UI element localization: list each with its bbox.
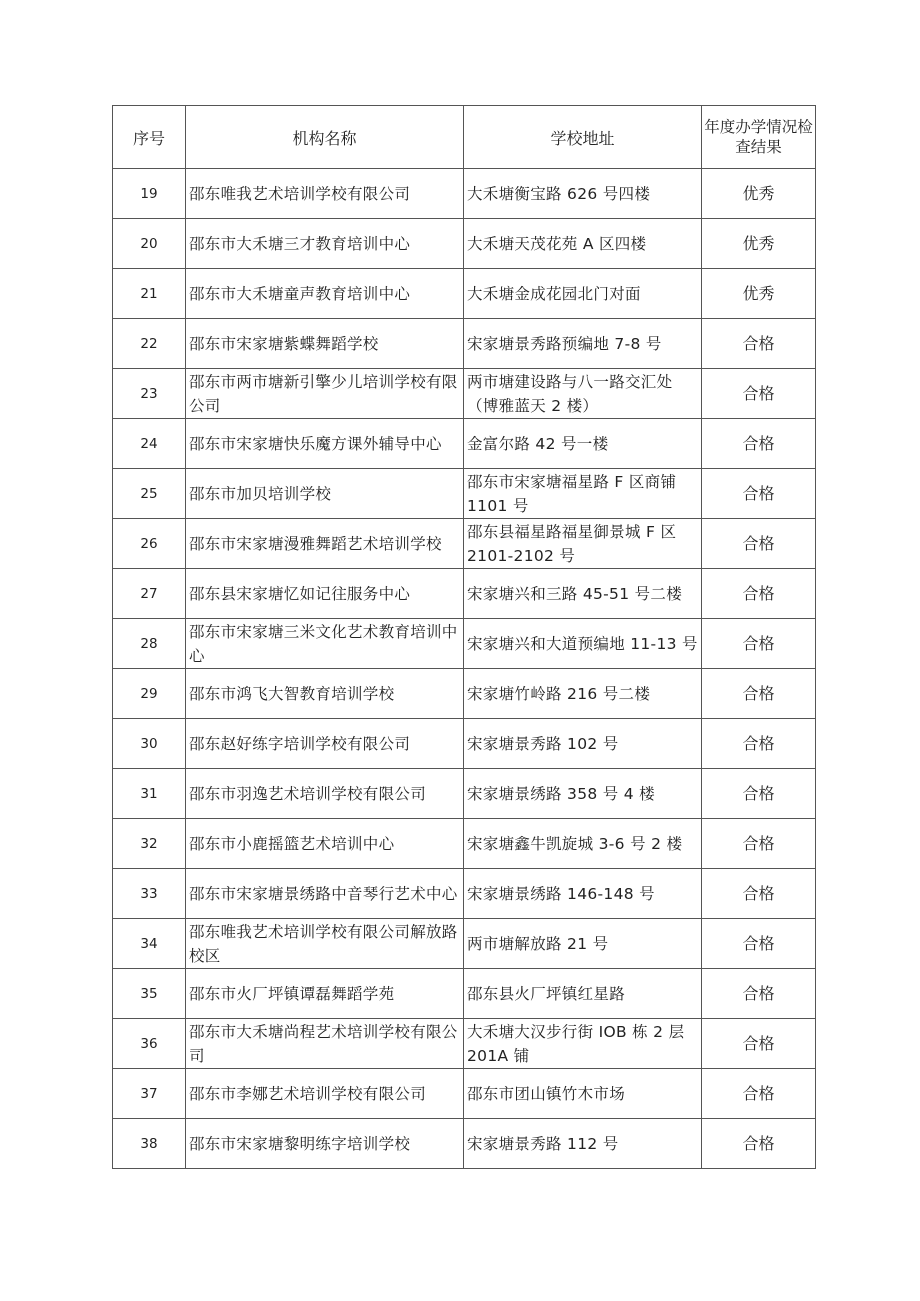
cell-result: 合格 <box>702 1069 816 1119</box>
table-row <box>113 619 816 669</box>
cell-name: 邵东县宋家塘忆如记往服务中心 <box>186 569 464 619</box>
school-inspection-table <box>112 105 816 1169</box>
cell-address: 宋家塘竹岭路 216 号二楼 <box>464 669 702 719</box>
cell-name: 邵东市火厂坪镇谭磊舞蹈学苑 <box>186 969 464 1019</box>
cell-seq: 26 <box>113 519 186 569</box>
table-row <box>113 519 816 569</box>
document-page <box>112 105 815 1169</box>
cell-address: 邵东县福星路福星御景城 F 区 2101-2102 号 <box>464 519 702 569</box>
cell-name: 邵东市两市塘新引擎少儿培训学校有限公司 <box>186 369 464 419</box>
cell-result: 合格 <box>702 669 816 719</box>
table-row <box>113 269 816 319</box>
cell-seq: 35 <box>113 969 186 1019</box>
header-address: 学校地址 <box>464 106 702 169</box>
cell-result: 合格 <box>702 419 816 469</box>
cell-seq: 22 <box>113 319 186 369</box>
cell-address: 两市塘解放路 21 号 <box>464 919 702 969</box>
table-row <box>113 969 816 1019</box>
cell-name: 邵东市羽逸艺术培训学校有限公司 <box>186 769 464 819</box>
cell-address: 邵东县火厂坪镇红星路 <box>464 969 702 1019</box>
cell-address: 宋家塘兴和三路 45-51 号二楼 <box>464 569 702 619</box>
cell-seq: 33 <box>113 869 186 919</box>
table-row <box>113 719 816 769</box>
cell-name: 邵东市小鹿摇篮艺术培训中心 <box>186 819 464 869</box>
cell-name: 邵东市宋家塘漫雅舞蹈艺术培训学校 <box>186 519 464 569</box>
cell-result: 合格 <box>702 1119 816 1169</box>
cell-seq: 20 <box>113 219 186 269</box>
cell-address: 宋家塘景绣路 146-148 号 <box>464 869 702 919</box>
cell-seq: 23 <box>113 369 186 419</box>
cell-result: 合格 <box>702 769 816 819</box>
cell-seq: 21 <box>113 269 186 319</box>
cell-address: 宋家塘景绣路 358 号 4 楼 <box>464 769 702 819</box>
cell-seq: 24 <box>113 419 186 469</box>
cell-result: 合格 <box>702 1019 816 1069</box>
cell-seq: 32 <box>113 819 186 869</box>
cell-address: 宋家塘景秀路 102 号 <box>464 719 702 769</box>
cell-seq: 34 <box>113 919 186 969</box>
cell-result: 合格 <box>702 469 816 519</box>
table-header <box>113 106 816 169</box>
table-row <box>113 769 816 819</box>
cell-name: 邵东唯我艺术培训学校有限公司 <box>186 169 464 219</box>
table-row <box>113 169 816 219</box>
cell-result: 优秀 <box>702 219 816 269</box>
cell-address: 金富尔路 42 号一楼 <box>464 419 702 469</box>
table-row <box>113 319 816 369</box>
table-row <box>113 919 816 969</box>
cell-address: 两市塘建设路与八一路交汇处（博雅蓝天 2 楼） <box>464 369 702 419</box>
cell-name: 邵东市大禾塘童声教育培训中心 <box>186 269 464 319</box>
table-row <box>113 469 816 519</box>
cell-name: 邵东市加贝培训学校 <box>186 469 464 519</box>
cell-name: 邵东市宋家塘三米文化艺术教育培训中心 <box>186 619 464 669</box>
cell-name: 邵东市大禾塘尚程艺术培训学校有限公司 <box>186 1019 464 1069</box>
cell-address: 宋家塘景秀路 112 号 <box>464 1119 702 1169</box>
cell-seq: 19 <box>113 169 186 219</box>
table-row <box>113 419 816 469</box>
cell-name: 邵东市李娜艺术培训学校有限公司 <box>186 1069 464 1119</box>
table-row <box>113 669 816 719</box>
cell-address: 宋家塘景秀路预编地 7-8 号 <box>464 319 702 369</box>
cell-name: 邵东市宋家塘景绣路中音琴行艺术中心 <box>186 869 464 919</box>
cell-seq: 25 <box>113 469 186 519</box>
cell-name: 邵东市宋家塘黎明练字培训学校 <box>186 1119 464 1169</box>
cell-result: 合格 <box>702 569 816 619</box>
cell-address: 大禾塘金成花园北门对面 <box>464 269 702 319</box>
cell-name: 邵东市大禾塘三才教育培训中心 <box>186 219 464 269</box>
cell-seq: 37 <box>113 1069 186 1119</box>
table-row <box>113 369 816 419</box>
cell-seq: 27 <box>113 569 186 619</box>
cell-result: 合格 <box>702 819 816 869</box>
cell-name: 邵东唯我艺术培训学校有限公司解放路校区 <box>186 919 464 969</box>
cell-result: 合格 <box>702 869 816 919</box>
cell-result: 合格 <box>702 619 816 669</box>
table-row <box>113 569 816 619</box>
cell-name: 邵东赵好练字培训学校有限公司 <box>186 719 464 769</box>
cell-name: 邵东市宋家塘快乐魔方课外辅导中心 <box>186 419 464 469</box>
cell-address: 宋家塘鑫牛凯旋城 3-6 号 2 楼 <box>464 819 702 869</box>
cell-seq: 31 <box>113 769 186 819</box>
cell-name: 邵东市鸿飞大智教育培训学校 <box>186 669 464 719</box>
header-row <box>113 106 816 169</box>
cell-result: 合格 <box>702 369 816 419</box>
cell-seq: 30 <box>113 719 186 769</box>
cell-result: 合格 <box>702 969 816 1019</box>
cell-name: 邵东市宋家塘紫蝶舞蹈学校 <box>186 319 464 369</box>
table-row <box>113 819 816 869</box>
table-body <box>113 169 816 1169</box>
cell-seq: 29 <box>113 669 186 719</box>
cell-result: 合格 <box>702 719 816 769</box>
header-result: 年度办学情况检查结果 <box>702 106 816 169</box>
cell-address: 大禾塘衡宝路 626 号四楼 <box>464 169 702 219</box>
cell-result: 合格 <box>702 519 816 569</box>
cell-seq: 28 <box>113 619 186 669</box>
cell-address: 宋家塘兴和大道预编地 11-13 号 <box>464 619 702 669</box>
cell-result: 优秀 <box>702 269 816 319</box>
table-row <box>113 219 816 269</box>
cell-address: 邵东市宋家塘福星路 F 区商铺 1101 号 <box>464 469 702 519</box>
cell-seq: 36 <box>113 1019 186 1069</box>
cell-seq: 38 <box>113 1119 186 1169</box>
cell-result: 合格 <box>702 319 816 369</box>
cell-address: 大禾塘天茂花苑 A 区四楼 <box>464 219 702 269</box>
cell-result: 合格 <box>702 919 816 969</box>
table-row <box>113 1119 816 1169</box>
cell-address: 大禾塘大汉步行街 IOB 栋 2 层 201A 铺 <box>464 1019 702 1069</box>
cell-result: 优秀 <box>702 169 816 219</box>
cell-address: 邵东市团山镇竹木市场 <box>464 1069 702 1119</box>
table-row <box>113 869 816 919</box>
header-name: 机构名称 <box>186 106 464 169</box>
table-row <box>113 1019 816 1069</box>
header-seq: 序号 <box>113 106 186 169</box>
table-row <box>113 1069 816 1119</box>
